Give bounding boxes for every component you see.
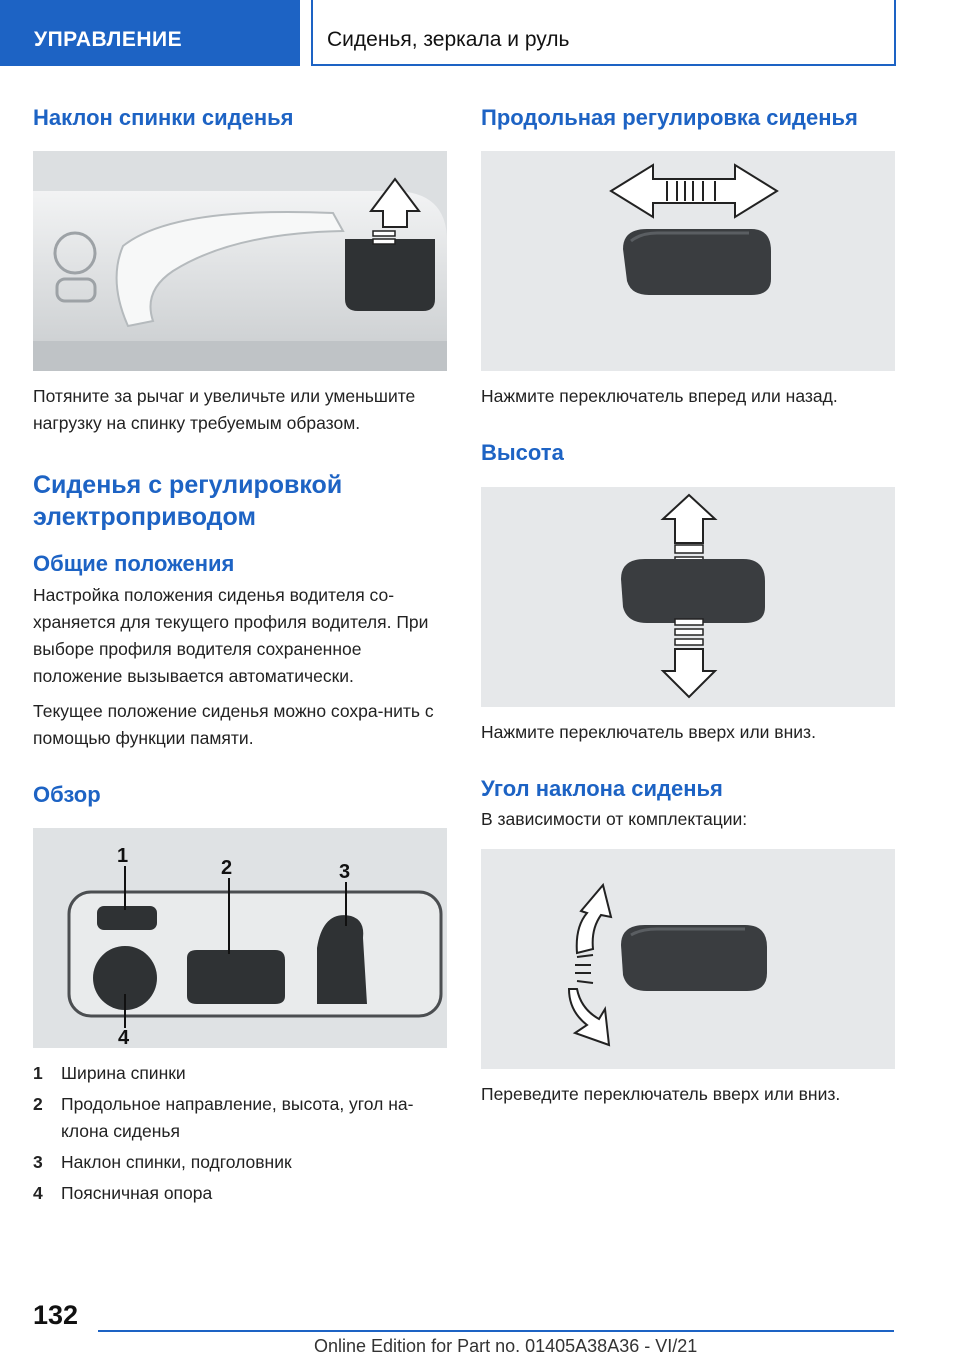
height-switch-illustration: [481, 487, 895, 707]
legend-item: [33, 1091, 447, 1145]
legend-number: 1: [33, 1063, 43, 1084]
angle-title: Угол наклона сиденья: [481, 775, 723, 801]
legend-label: Продольное направление, высота, угол на-клона сиденья: [61, 1094, 414, 1142]
longitudinal-text: Нажмите переключатель вперед или назад.: [481, 386, 838, 407]
height-title: Высота: [481, 440, 564, 466]
page-number: 132: [33, 1300, 79, 1330]
left-column: [33, 95, 447, 1211]
angle-text: Переведите переключатель вверх или вниз.: [481, 1084, 841, 1105]
angle-switch-drawing: [481, 849, 895, 1069]
overview-legend: [33, 1060, 447, 1207]
callout-4: 4: [118, 1027, 130, 1049]
legend-number: 4: [33, 1183, 43, 1204]
general-title: Общие положения: [33, 551, 235, 577]
longitudinal-switch-illustration: [481, 151, 895, 371]
backrest-text: Потяните за рычаг и увеличьте или уменьшите нагрузку на спинку требуемым образом.: [33, 386, 416, 434]
backrest-title: Наклон спинки сиденья: [33, 105, 294, 130]
height-switch-drawing: [481, 487, 895, 707]
general-paragraph-2: Текущее положение сиденья можно сохра-нить с помощью функции памяти.: [33, 700, 434, 748]
section-tab: УПРАВЛЕНИЕ: [0, 0, 300, 66]
footer-divider: [98, 1330, 894, 1332]
height-text: Нажмите переключатель вверх или вниз.: [481, 721, 816, 742]
angle-intro: В зависимости от комплектации:: [481, 809, 748, 830]
callout-3: 3: [339, 861, 351, 884]
chapter-title: Сиденья, зеркала и руль: [311, 0, 896, 66]
legend-item: [33, 1060, 447, 1087]
longitudinal-switch-drawing: [481, 151, 895, 371]
seat-controls-drawing: [33, 828, 447, 1048]
legend-number: 3: [33, 1152, 43, 1173]
longitudinal-title: Продольная регулировка сиденья: [481, 105, 858, 130]
callout-1: 1: [117, 845, 129, 868]
legend-number: 2: [33, 1094, 43, 1115]
legend-label: Наклон спинки, подголовник: [61, 1152, 292, 1173]
seat-controls-overview-illustration: [33, 828, 447, 1048]
legend-item: [33, 1180, 447, 1207]
electric-seats-title: Сиденья с регулировкой электроприводом: [33, 471, 343, 532]
legend-item: [33, 1149, 447, 1176]
overview-title: Обзор: [33, 781, 101, 807]
general-paragraph-1: Настройка положения сиденья водителя со-храняется для текущего профиля водителя. При выборе профиля водителя сохраненное положение вызывается автоматически.: [33, 584, 429, 686]
right-column: [481, 95, 895, 1108]
callout-2: 2: [221, 857, 233, 880]
legend-label: Ширина спинки: [61, 1063, 186, 1084]
backrest-lever-illustration: [33, 151, 447, 371]
legend-label: Поясничная опора: [61, 1183, 213, 1204]
backrest-lever-drawing: [33, 151, 447, 371]
angle-switch-illustration: [481, 849, 895, 1069]
footer-edition: Online Edition for Part no. 01405A38A36 - VI/21: [314, 1336, 698, 1356]
